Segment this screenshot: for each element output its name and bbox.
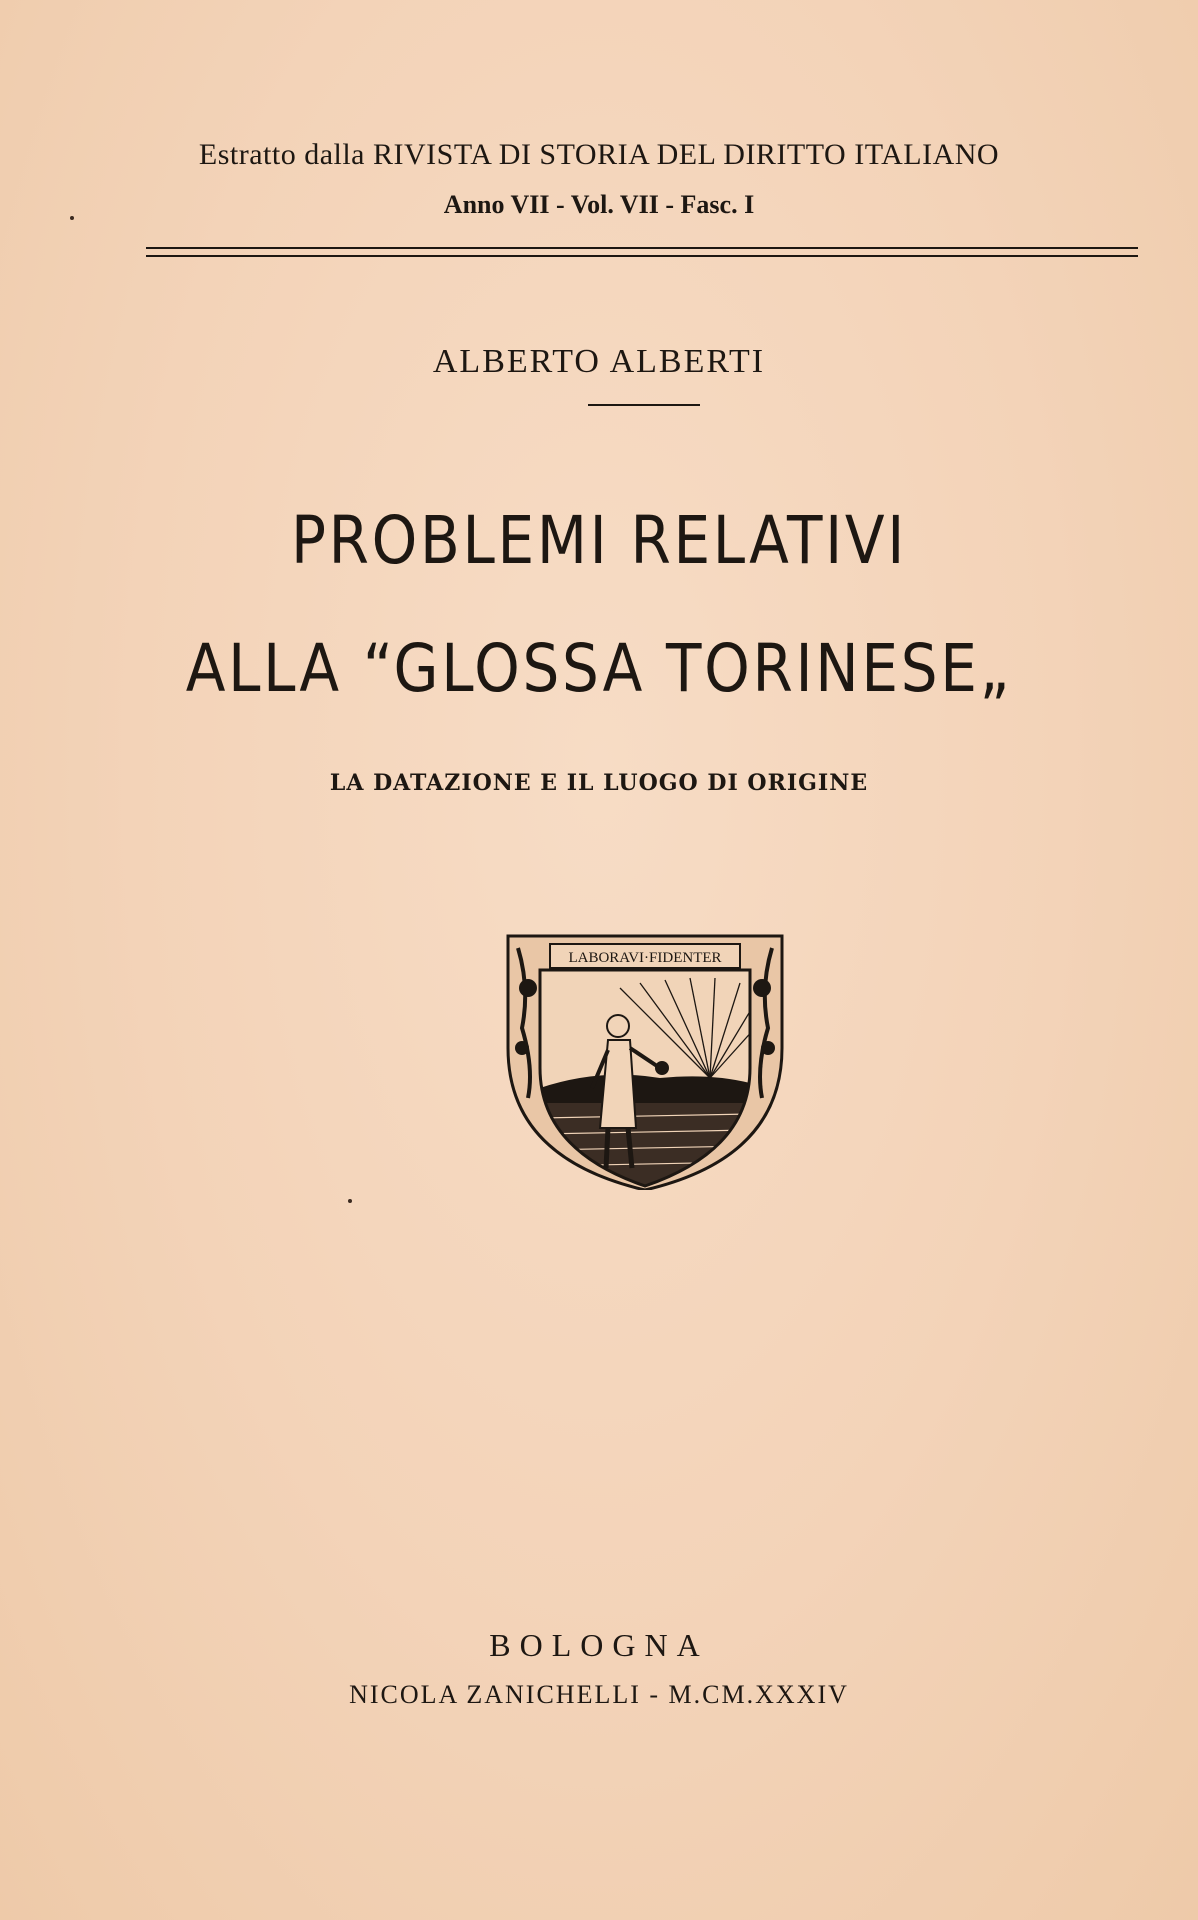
journal-issue-line: Anno VII - Vol. VII - Fasc. I	[443, 190, 755, 219]
title-line-2: ALLA “GLOSSA TORINESE„	[185, 630, 1013, 707]
emblem-motto: LABORAVI·FIDENTER	[568, 950, 722, 966]
imprint-city: BOLOGNA	[489, 1627, 709, 1663]
subtitle: LA DATAZIONE E IL LUOGO DI ORIGINE	[329, 770, 869, 796]
imprint-publisher: NICOLA ZANICHELLI - M.CM.XXXIV	[349, 1680, 849, 1709]
header-double-rule	[146, 247, 1138, 257]
paper-speck	[348, 1199, 352, 1203]
publisher-emblem-icon	[500, 928, 790, 1190]
author-divider	[588, 404, 700, 406]
journal-series-line: Estratto dalla RIVISTA DI STORIA DEL DIRITTO ITALIANO	[198, 138, 1000, 171]
title-line-1: PROBLEMI RELATIVI	[290, 502, 907, 579]
author-name: ALBERTO ALBERTI	[432, 343, 766, 380]
